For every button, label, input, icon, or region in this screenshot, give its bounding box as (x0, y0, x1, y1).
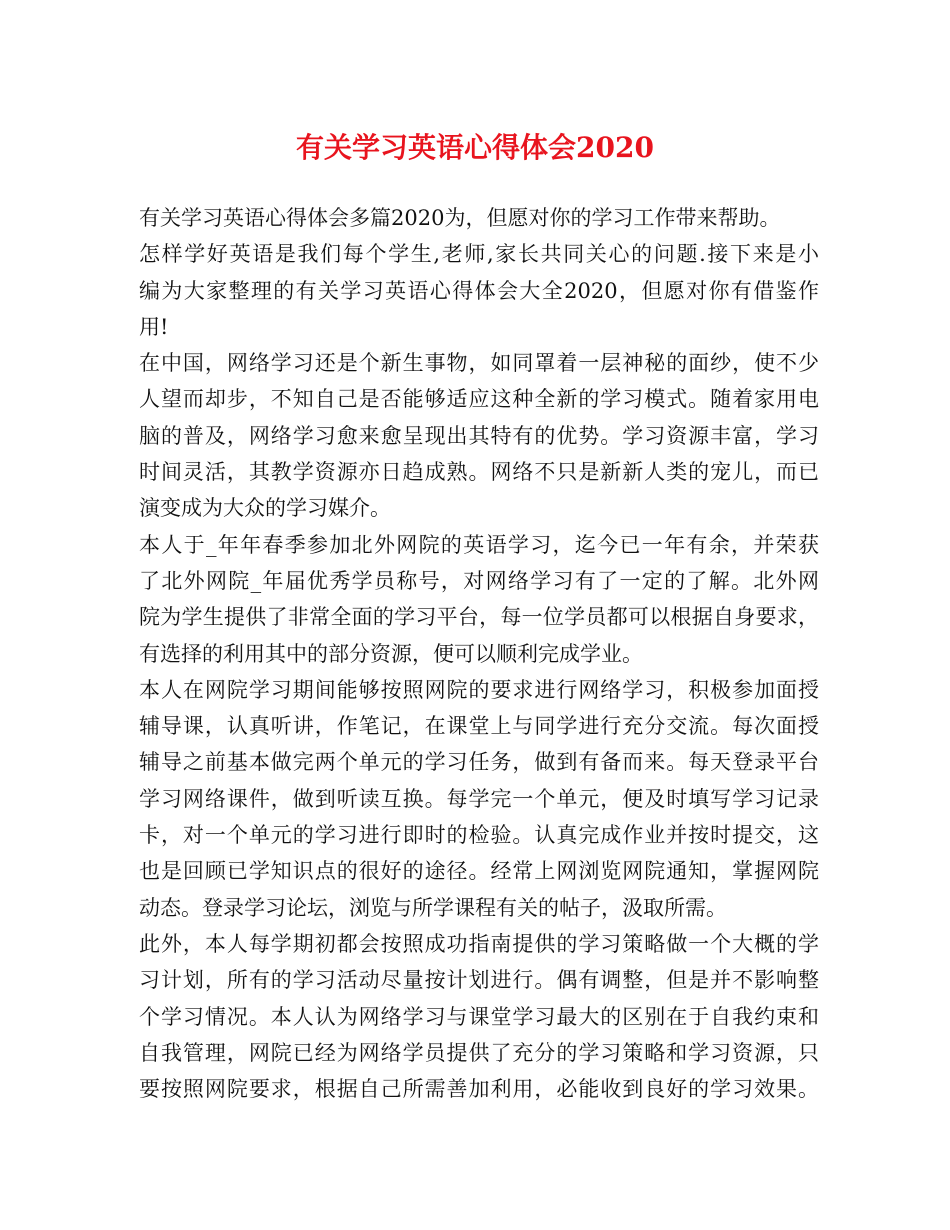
body-line: 动态。登录学习论坛，浏览与所学课程有关的帖子，汲取所需。 (139, 895, 727, 920)
body-line: 有关学习英语心得体会多篇2020为，但愿对你的学习工作带来帮助。 (139, 206, 781, 230)
body-line: 辅导之前基本做完两个单元的学习任务，做到有备而来。每天登录平台 (139, 750, 819, 775)
body-line: 学习网络课件，做到听读互换。每学完一个单元，便及时填写学习记录 (139, 786, 819, 811)
body-line: 院为学生提供了非常全面的学习平台，每一位学员都可以根据自身要求， (139, 605, 819, 630)
body-line: 也是回顾已学知识点的很好的途径。经常上网浏览网院通知，掌握网院 (139, 859, 819, 884)
body-line: 卡，对一个单元的学习进行即时的检验。认真完成作业并按时提交，这 (139, 823, 819, 848)
body-line: 时间灵活，其教学资源亦日趋成熟。网络不只是新新人类的宠儿，而已 (139, 460, 819, 485)
body-line: 习计划，所有的学习活动尽量按计划进行。偶有调整，但是并不影响整 (139, 968, 819, 993)
body-line: 用! (139, 314, 169, 339)
body-line: 此外，本人每学期初都会按照成功指南提供的学习策略做一个大概的学 (139, 931, 819, 956)
document-body (139, 200, 819, 1107)
body-line: 怎样学好英语是我们每个学生,老师,家长共同关心的问题.接下来是小 (139, 242, 819, 267)
body-line: 自我管理，网院已经为网络学员提供了充分的学习策略和学习资源，只 (139, 1040, 819, 1065)
body-line: 脑的普及，网络学习愈来愈呈现出其特有的优势。学习资源丰富，学习 (139, 423, 819, 448)
body-line: 本人在网院学习期间能够按照网院的要求进行网络学习，积极参加面授 (139, 677, 819, 702)
body-line: 编为大家整理的有关学习英语心得体会大全2020，但愿对你有借鉴作 (139, 278, 819, 303)
body-line: 在中国，网络学习还是个新生事物，如同罩着一层神秘的面纱，使不少 (139, 351, 819, 376)
body-line: 辅导课，认真听讲，作笔记，在课堂上与同学进行充分交流。每次面授 (139, 714, 819, 739)
body-line: 人望而却步，不知自己是否能够适应这种全新的学习模式。随着家用电 (139, 387, 819, 412)
document-title: 有关学习英语心得体会2020 (296, 131, 654, 164)
body-line: 有选择的利用其中的部分资源，便可以顺利完成学业。 (139, 641, 643, 666)
body-line: 要按照网院要求，根据自己所需善加利用，必能收到良好的学习效果。 (139, 1077, 819, 1102)
body-line: 演变成为大众的学习媒介。 (139, 496, 391, 521)
body-line: 个学习情况。本人认为网络学习与课堂学习最大的区别在于自我约束和 (139, 1004, 819, 1029)
body-line: 了北外网院_年届优秀学员称号，对网络学习有了一定的了解。北外网 (139, 568, 819, 593)
body-line: 本人于_年年春季参加北外网院的英语学习，迄今已一年有余，并荣获 (139, 532, 819, 557)
